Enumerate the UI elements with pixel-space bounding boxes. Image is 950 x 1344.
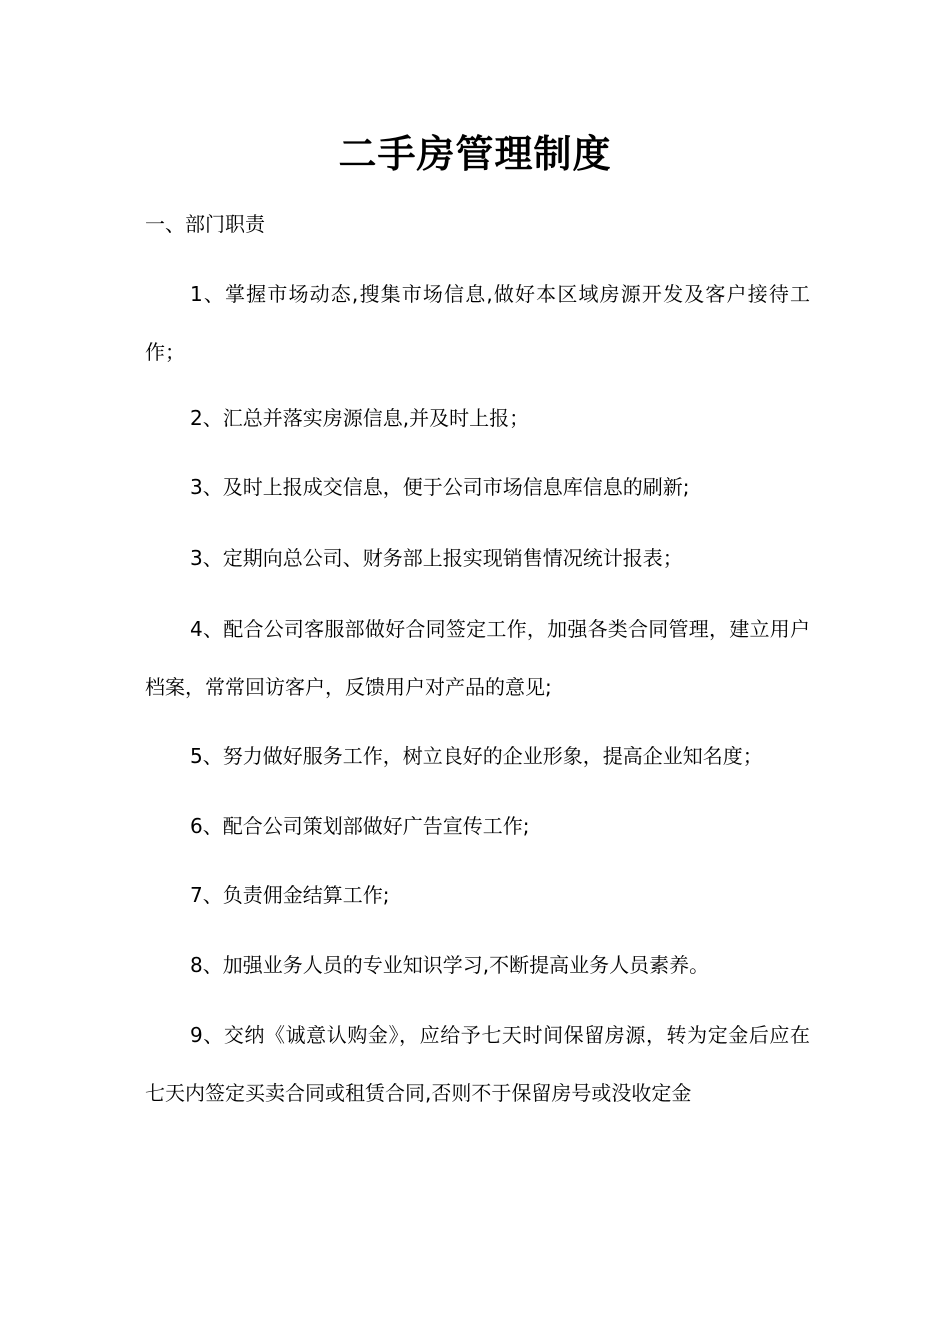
list-item: 5、努力做好服务工作，树立良好的企业形象，提高企业知名度； [190,744,763,768]
list-item: 1、掌握市场动态,搜集市场信息,做好本区域房源开发及客户接待工作； [145,282,810,364]
list-item: 3、及时上报成交信息，便于公司市场信息库信息的刷新; [190,475,690,499]
list-item: 3、定期向总公司、财务部上报实现销售情况统计报表； [190,546,683,570]
list-item: 8、加强业务人员的专业知识学习,不断提高业务人员素养。 [190,953,710,977]
list-item: 7、负责佣金结算工作; [190,883,390,907]
list-item: 4、配合公司客服部做好合同签定工作，加强各类合同管理，建立用户档案，常常回访客户，反馈用户对产品的意见; [145,617,810,699]
section-heading: 一、部门职责 [145,212,265,236]
list-item: 2、汇总并落实房源信息,并及时上报； [190,406,530,430]
document-title: 二手房管理制度 [338,132,612,176]
list-item: 9、交纳《诚意认购金》，应给予七天时间保留房源，转为定金后应在七天内签定买卖合同或租赁合同,否则不于保留房号或没收定金 [145,1023,810,1105]
list-item: 6、配合公司策划部做好广告宣传工作; [190,814,530,838]
